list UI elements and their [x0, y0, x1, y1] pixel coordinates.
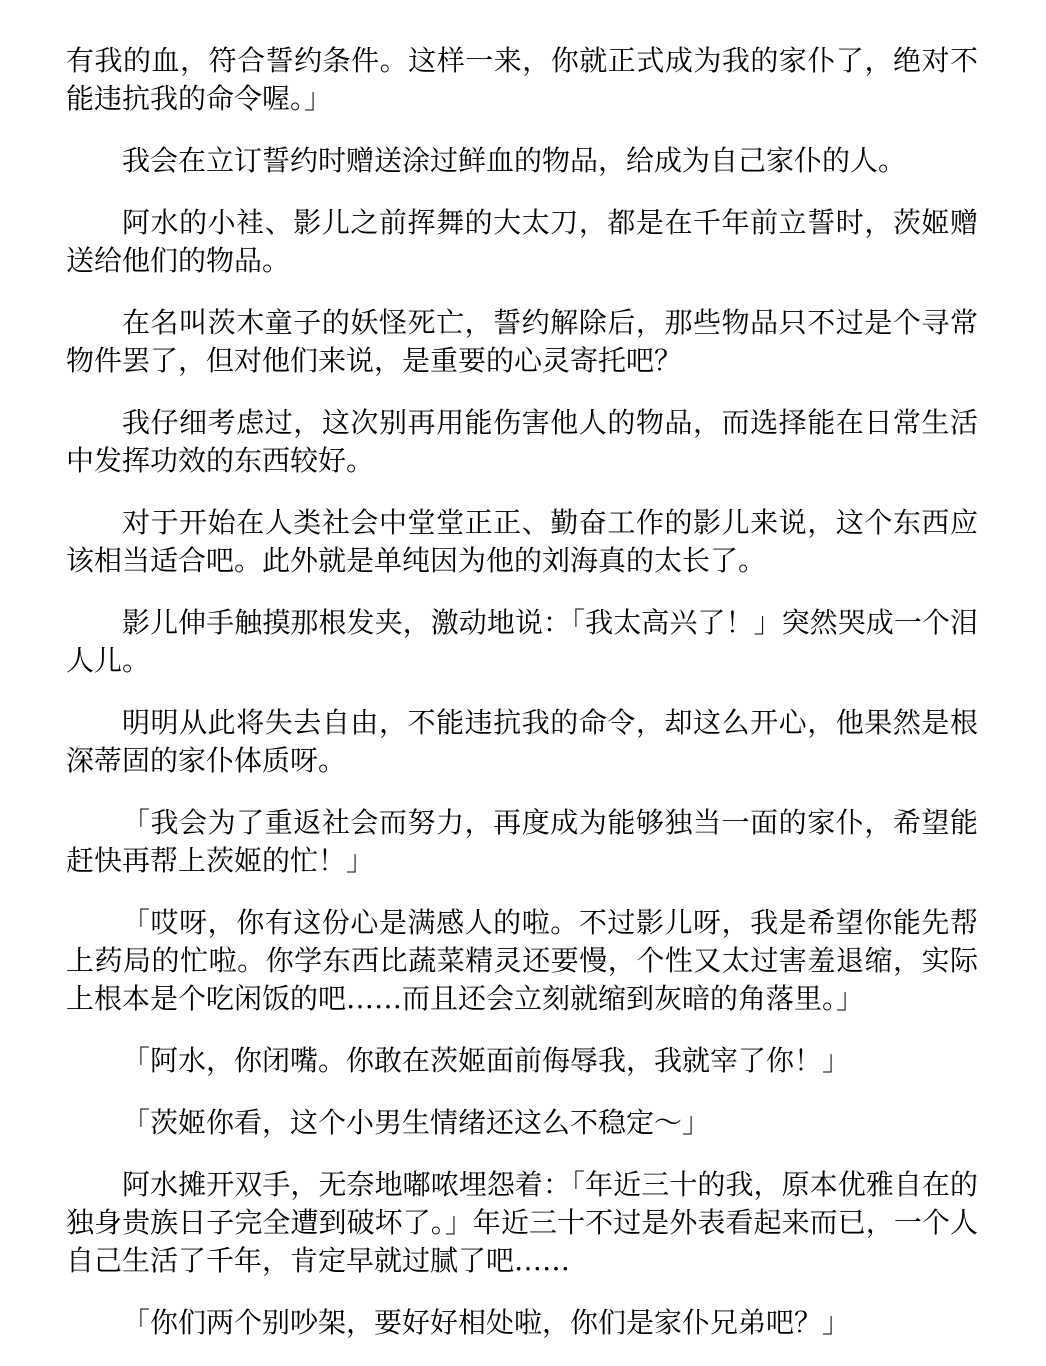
document-page	[66, 42, 978, 1366]
paragraph-12: 「茨姬你看，这个小男生情绪还这么不稳定～」	[122, 1106, 711, 1139]
paragraph-1: 有我的血，符合誓约条件。这样一来，你就正式成为我的家仆了，绝对不能违抗我的命令喔。」	[66, 44, 978, 115]
paragraph-14: 「你们两个别吵架，要好好相处啦，你们是家仆兄弟吧？」	[122, 1306, 851, 1339]
paragraph-13: 阿水摊开双手，无奈地嘟哝埋怨着：「年近三十的我，原本优雅自在的独身贵族日子完全遭到破坏了。」年近三十不过是外表看起来而已，一个人自己生活了千年，肯定早就过腻了吧……	[66, 1168, 978, 1277]
paragraph-4: 在名叫茨木童子的妖怪死亡，誓约解除后，那些物品只不过是个寻常物件罢了，但对他们来说，是重要的心灵寄托吧？	[66, 306, 978, 377]
paragraph-7: 影儿伸手触摸那根发夹，激动地说：「我太高兴了！」突然哭成一个泪人儿。	[66, 606, 978, 677]
paragraph-3: 阿水的小袿、影儿之前挥舞的大太刀，都是在千年前立誓时，茨姬赠送给他们的物品。	[66, 206, 978, 277]
paragraph-2: 我会在立订誓约时赠送涂过鲜血的物品，给成为自己家仆的人。	[122, 144, 907, 177]
paragraph-5: 我仔细考虑过，这次别再用能伤害他人的物品，而选择能在日常生活中发挥功效的东西较好。	[66, 406, 978, 477]
paragraph-11: 「阿水，你闭嘴。你敢在茨姬面前侮辱我，我就宰了你！」	[122, 1044, 851, 1077]
paragraph-6: 对于开始在人类社会中堂堂正正、勤奋工作的影儿来说，这个东西应该相当适合吧。此外就是单纯因为他的刘海真的太长了。	[66, 506, 978, 577]
paragraph-8: 明明从此将失去自由，不能违抗我的命令，却这么开心，他果然是根深蒂固的家仆体质呀。	[66, 706, 978, 777]
paragraph-10: 「哎呀，你有这份心是满感人的啦。不过影儿呀，我是希望你能先帮上药局的忙啦。你学东西比蔬菜精灵还要慢，个性又太过害羞退缩，实际上根本是个吃闲饭的吧……而且还会立刻就缩到灰暗的角落里。」	[66, 906, 978, 1015]
paragraph-9: 「我会为了重返社会而努力，再度成为能够独当一面的家仆，希望能赶快再帮上茨姬的忙！」	[66, 806, 978, 877]
